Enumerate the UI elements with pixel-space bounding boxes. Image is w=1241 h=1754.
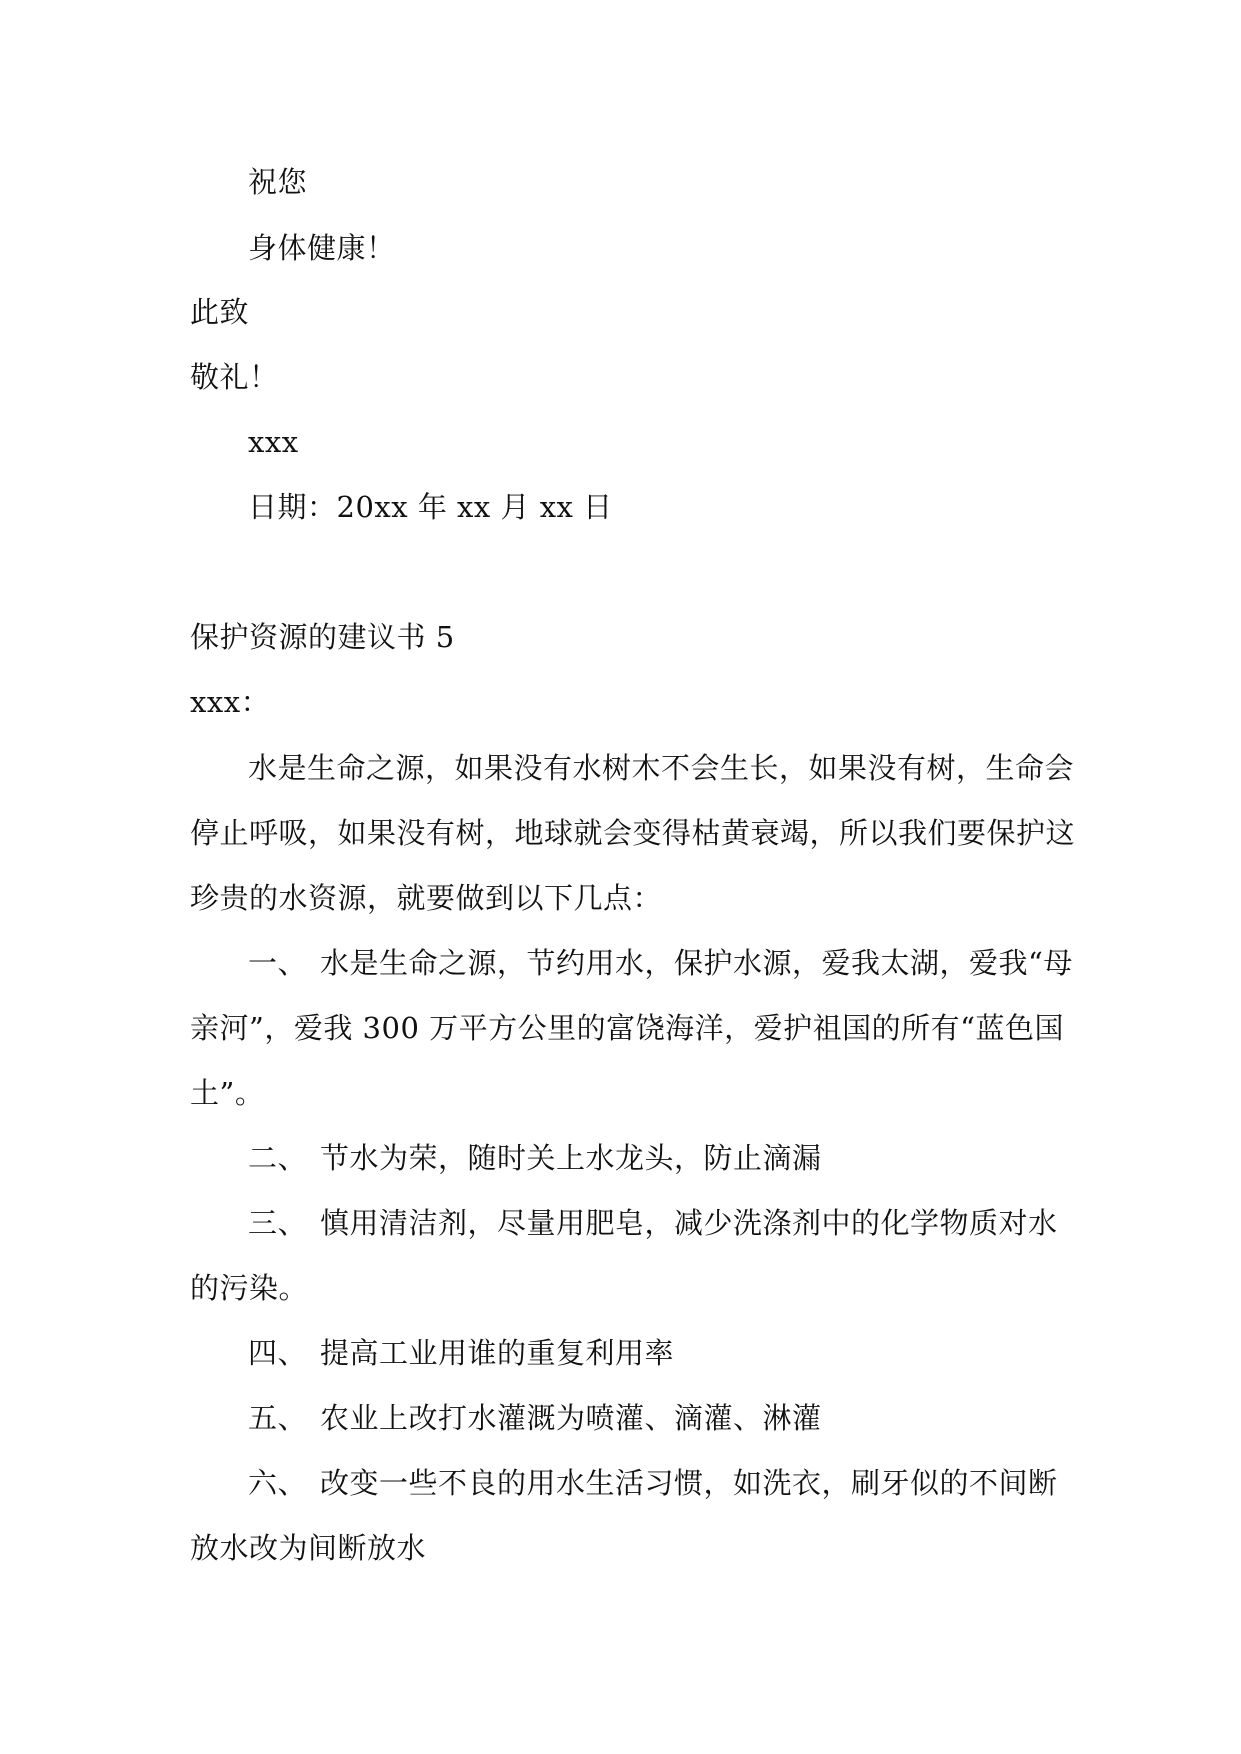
- intro-line-3: 珍贵的水资源，就要做到以下几点：: [190, 881, 663, 915]
- salutation-line-1: 此致: [190, 295, 250, 329]
- list-item-text: 节水为荣，随时关上水龙头，防止滴漏: [320, 1141, 822, 1175]
- closing-health: 身体健康！: [248, 231, 396, 265]
- list-item-text: 水是生命之源，节约用水，保护水源，爱我太湖，爱我“母: [320, 946, 1073, 980]
- list-item-6: [248, 1463, 1058, 1503]
- list-item-3-line-2: 的污染。: [190, 1271, 309, 1305]
- list-item-number: 四、: [248, 1336, 308, 1370]
- list-item-text: 慎用清洁剂，尽量用肥皂，减少洗涤剂中的化学物质对水: [320, 1206, 1058, 1240]
- closing-wish: 祝您: [248, 165, 308, 199]
- list-item-4: [248, 1333, 674, 1373]
- intro-line-1: 水是生命之源，如果没有水树木不会生长，如果没有树，生命会: [248, 751, 1075, 785]
- list-item-text: 提高工业用谁的重复利用率: [320, 1336, 675, 1370]
- list-item-5: [248, 1398, 822, 1438]
- letter-title: 保护资源的建议书 5: [190, 620, 455, 654]
- list-item-2: [248, 1138, 822, 1178]
- list-item-text: 农业上改打水灌溉为喷灌、滴灌、淋灌: [320, 1401, 822, 1435]
- letter-greeting: xxx：: [190, 685, 271, 719]
- list-item-number: 三、: [248, 1206, 308, 1240]
- intro-line-2: 停止呼吸，如果没有树，地球就会变得枯黄衰竭，所以我们要保护这: [190, 816, 1076, 850]
- salutation-line-2: 敬礼！: [190, 360, 279, 394]
- list-item-number: 五、: [248, 1401, 308, 1435]
- list-item-text: 改变一些不良的用水生活习惯，如洗衣，刷牙似的不间断: [320, 1466, 1058, 1500]
- date-line: 日期：20xx 年 xx 月 xx 日: [248, 490, 613, 524]
- list-item-number: 六、: [248, 1466, 308, 1500]
- list-item-1-line-2: 亲河”，爱我 300 万平方公里的富饶海洋，爱护祖国的所有“蓝色国: [190, 1011, 1064, 1045]
- list-item-3: [248, 1203, 1058, 1243]
- list-item-number: 二、: [248, 1141, 308, 1175]
- list-item-1: [248, 943, 1073, 983]
- list-item-6-line-2: 放水改为间断放水: [190, 1531, 427, 1565]
- list-item-number: 一、: [248, 946, 308, 980]
- list-item-1-line-3: 土”。: [190, 1076, 265, 1110]
- signature: xxx: [248, 425, 299, 459]
